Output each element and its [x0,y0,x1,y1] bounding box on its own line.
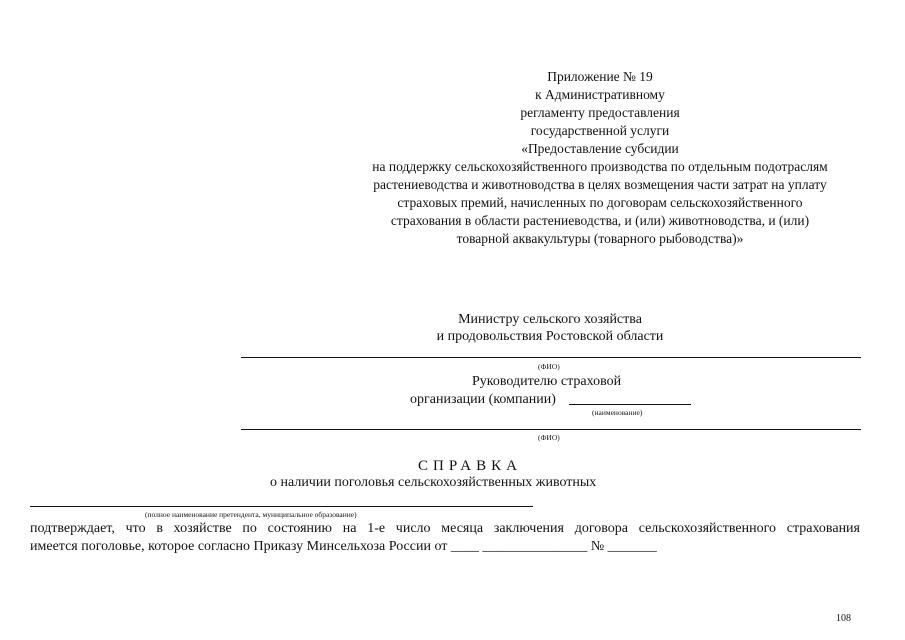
applicant-name-blank [30,506,533,507]
insurer-line-1: Руководителю страховой [472,374,622,389]
minister-line-1: Министру сельского хозяйства [458,312,642,327]
appendix-header [330,68,870,248]
insurer-name-blank [569,404,691,405]
certificate-title: СПРАВКА [418,458,522,474]
appendix-line-1: Приложение № 19 [547,69,653,84]
minister-fio-line [241,357,861,358]
body-line-2: имеется поголовье, которое согласно Приказу Минсельхоза России от ____ _______________ № _______ [30,539,657,554]
body-line-1: подтверждает, что в хозяйстве по состоянию на 1-е число месяца заключения договора сельскохозяйственного страхования [30,521,860,536]
minister-line-2: и продовольствия Ростовской области [436,329,664,344]
appendix-line-4: государственной услуги [530,123,670,138]
insurer-fio-line [241,429,861,430]
addressee-minister [330,311,770,345]
appendix-line-5: «Предоставление субсидии [521,141,679,156]
fio-caption-1: (ФИО) [538,362,560,371]
appendix-line-6: на поддержку сельскохозяйственного производства по отдельным подотраслям [372,159,828,174]
applicant-caption: (полное наименование претендента, муниципальное образование) [145,510,357,519]
page-number: 108 [836,613,851,624]
appendix-line-2: к Административному [535,87,665,102]
appendix-line-8: страховых премий, начисленных по договорам сельскохозяйственного [397,195,803,210]
appendix-line-7: растениеводства и животноводства в целях возмещения части затрат на уплату [373,177,827,192]
appendix-line-10: товарной аквакультуры (товарного рыбоводства)» [456,231,744,246]
certificate-body [30,520,860,556]
name-caption: (наименование) [592,408,643,417]
insurer-line-2: организации (компании) [410,392,556,407]
fio-caption-2: (ФИО) [538,433,560,442]
appendix-line-3: регламенту предоставления [520,105,680,120]
certificate-subtitle: о наличии поголовья сельскохозяйственных животных [270,475,597,490]
appendix-line-9: страхования в области растениеводства, и (или) животноводства, и (или) [390,213,810,228]
